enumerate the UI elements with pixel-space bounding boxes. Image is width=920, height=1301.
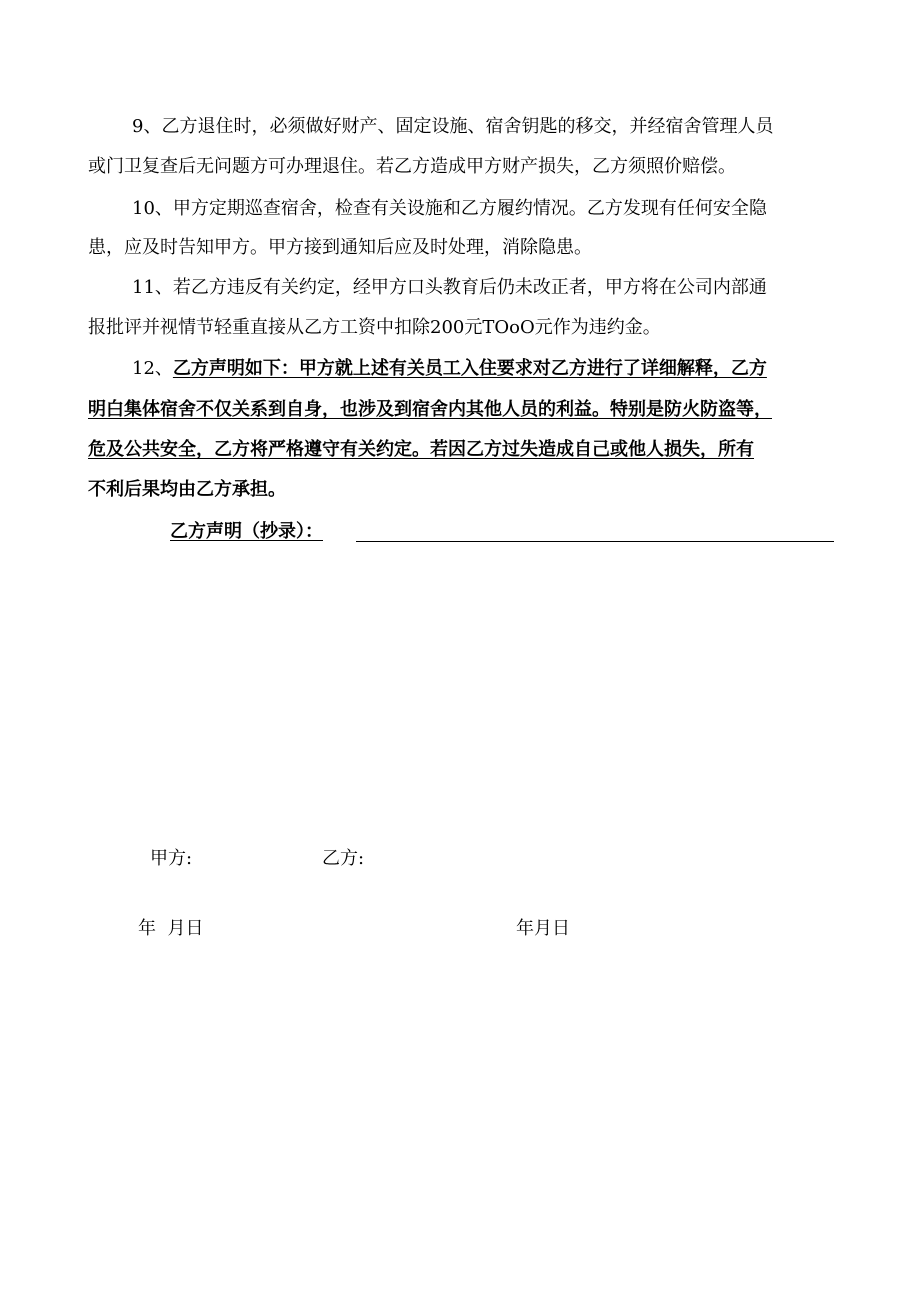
party-b-date: 年月日: [516, 918, 570, 939]
clause-12-line-1: [132, 358, 767, 380]
party-a-signature-label: 甲方:: [150, 848, 193, 869]
clause-9-line-1: [132, 116, 773, 138]
clause-10-line-2: 患，应及时告知甲方。甲方接到通知后应及时处理，消除隐患。: [88, 237, 592, 258]
clause-10-text-1: 甲方定期巡查宿舍，检查有关设施和乙方履约情况。乙方发现有任何安全隐: [172, 198, 767, 219]
clause-12-text-1: 乙方声明如下：甲方就上述有关员工入住要求对乙方进行了详细解释，乙方: [172, 358, 767, 379]
clause-12-line-4: 不利后果均由乙方承担。: [88, 479, 286, 500]
declaration-copy-blank-line[interactable]: [356, 541, 834, 542]
clause-11-line-1: [132, 277, 767, 299]
party-a-date: 年 月日: [138, 918, 204, 939]
clause-11-text-1: 若乙方违反有关约定，经甲方口头教育后仍未改正者，甲方将在公司内部通: [172, 277, 767, 298]
party-b-signature-label: 乙方:: [322, 848, 365, 869]
declaration-copy-label: 乙方声明（抄录）：: [170, 521, 323, 542]
clause-12-line-2: 明白集体宿舍不仅关系到自身，也涉及到宿舍内其他人员的利益。特别是防火防盗等，: [88, 399, 772, 420]
clause-9-number: 9、: [132, 116, 162, 137]
clause-11-line-2: 报批评并视情节轻重直接从乙方工资中扣除200元TOoO元作为违约金。: [88, 317, 661, 338]
clause-12-line-3: 危及公共安全，乙方将严格遵守有关约定。若因乙方过失造成自己或他人损失，所有: [88, 439, 754, 460]
clause-9-text-1: 乙方退住时，必须做好财产、固定设施、宿舍钥匙的移交，并经宿舍管理人员: [161, 116, 774, 137]
clause-9-line-2: 或门卫复查后无问题方可办理退住。若乙方造成甲方财产损失，乙方须照价赔偿。: [88, 156, 736, 177]
clause-10-line-1: [132, 198, 767, 220]
clause-11-number: 11、: [132, 277, 173, 298]
clause-10-number: 10、: [132, 198, 173, 219]
clause-12-number: 12、: [132, 358, 173, 379]
